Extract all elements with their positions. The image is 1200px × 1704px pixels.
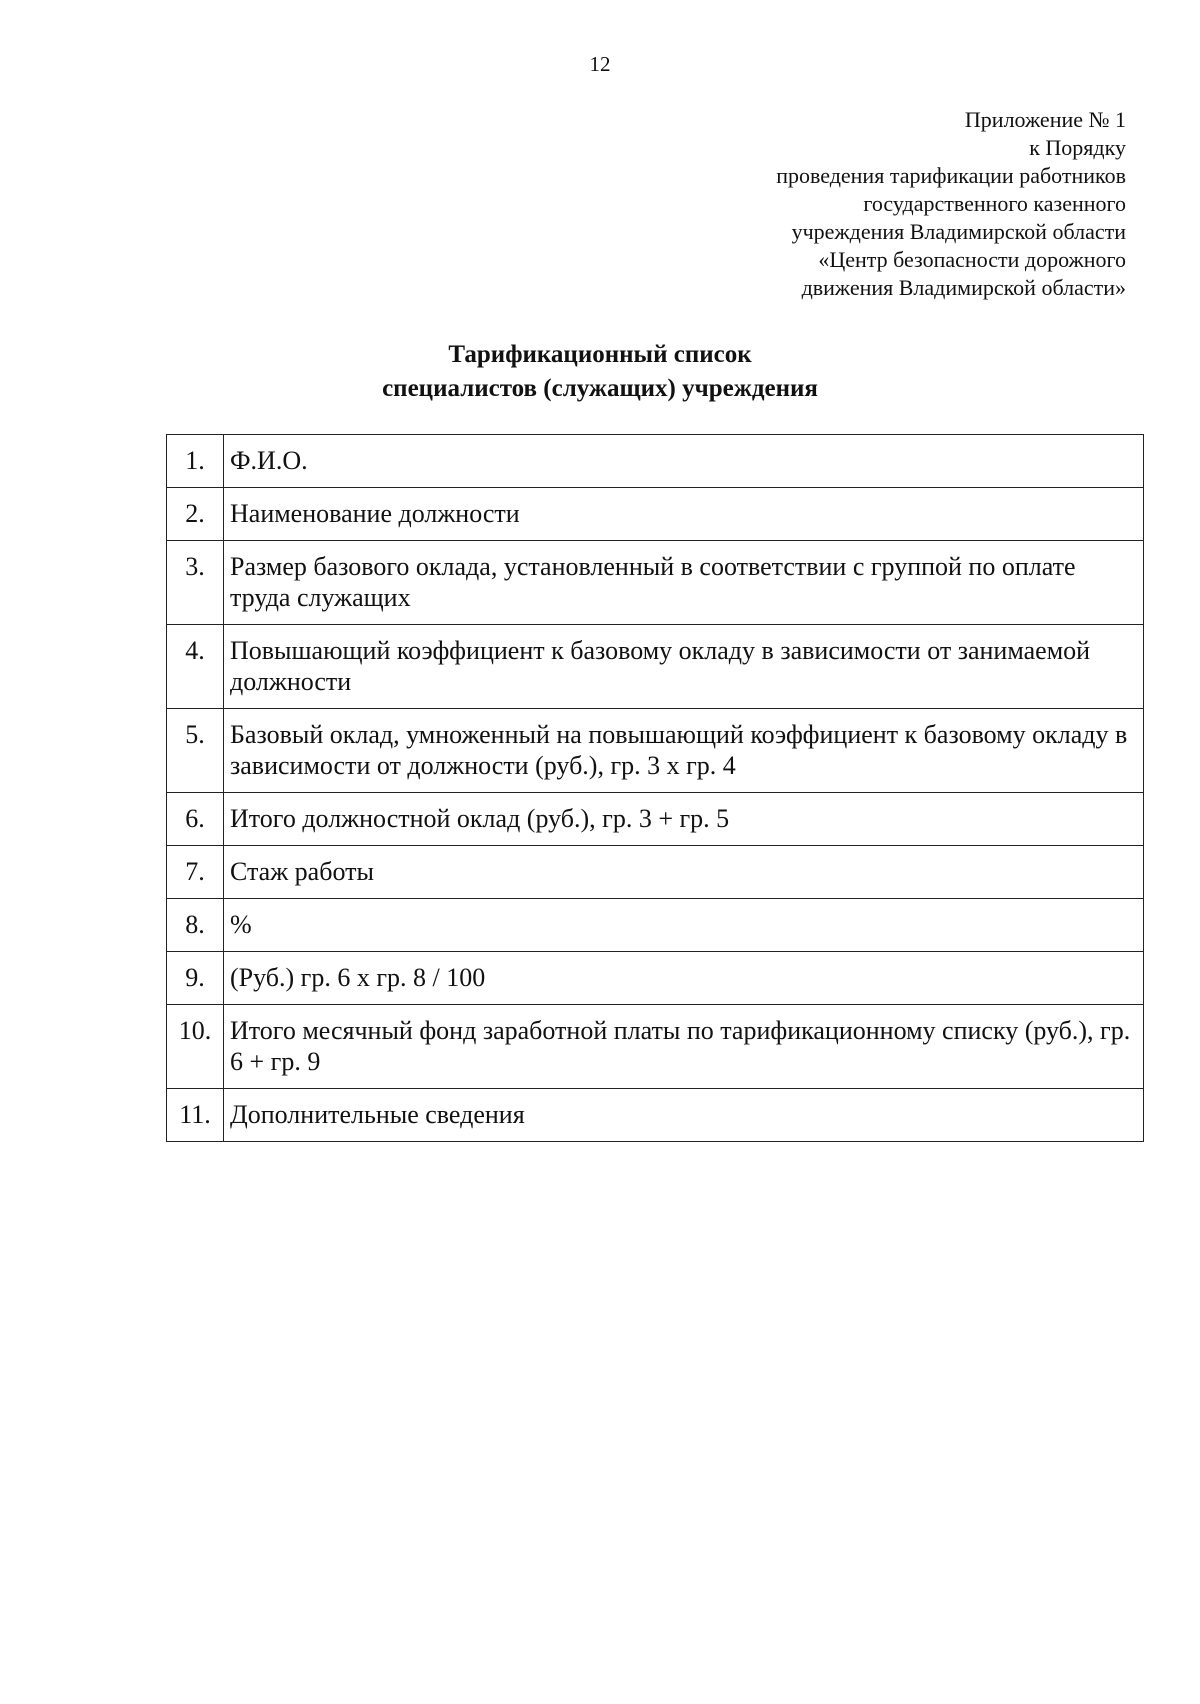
table-row — [167, 1005, 1144, 1089]
table-row — [167, 1089, 1144, 1142]
table-row — [167, 625, 1144, 709]
table-row — [167, 846, 1144, 899]
row-number: 1. — [167, 435, 224, 488]
document-title — [0, 338, 1200, 406]
document-title-line-2: специалистов (служащих) учреждения — [382, 375, 818, 402]
row-text: Наименование должности — [224, 488, 1144, 541]
appendix-line: государственного казенного — [863, 191, 1126, 216]
appendix-line: учреждения Владимирской области — [791, 219, 1126, 244]
row-number: 5. — [167, 709, 224, 793]
row-text: Базовый оклад, умноженный на повышающий коэффициент к базовому окладу в зависимости от должности (руб.), гр. 3 х гр. 4 — [224, 709, 1144, 793]
row-number: 4. — [167, 625, 224, 709]
appendix-line: проведения тарификации работников — [776, 163, 1126, 188]
appendix-line: «Центр безопасности дорожного — [818, 247, 1126, 272]
row-text: Ф.И.О. — [224, 435, 1144, 488]
row-number: 2. — [167, 488, 224, 541]
appendix-reference — [526, 106, 1126, 302]
table-row — [167, 793, 1144, 846]
row-text: Повышающий коэффициент к базовому окладу в зависимости от занимаемой должности — [224, 625, 1144, 709]
row-text: (Руб.) гр. 6 х гр. 8 / 100 — [224, 952, 1144, 1005]
row-number: 10. — [167, 1005, 224, 1089]
table-row — [167, 541, 1144, 625]
row-number: 7. — [167, 846, 224, 899]
row-number: 9. — [167, 952, 224, 1005]
row-number: 11. — [167, 1089, 224, 1142]
row-text: % — [224, 899, 1144, 952]
row-text: Размер базового оклада, установленный в соответствии с группой по оплате труда служащих — [224, 541, 1144, 625]
page-number: 12 — [589, 52, 611, 76]
table-row — [167, 952, 1144, 1005]
row-number: 6. — [167, 793, 224, 846]
table-row — [167, 899, 1144, 952]
document-title-line-1: Тарификационный список — [448, 341, 752, 368]
table-row — [167, 488, 1144, 541]
appendix-line: к Порядку — [1029, 135, 1126, 160]
table-row — [167, 435, 1144, 488]
row-text: Дополнительные сведения — [224, 1089, 1144, 1142]
appendix-line: движения Владимирской области» — [801, 275, 1126, 300]
row-number: 3. — [167, 541, 224, 625]
row-number: 8. — [167, 899, 224, 952]
table-row — [167, 709, 1144, 793]
row-text: Итого месячный фонд заработной платы по тарификационному списку (руб.), гр. 6 + гр. 9 — [224, 1005, 1144, 1089]
row-text: Итого должностной оклад (руб.), гр. 3 + гр. 5 — [224, 793, 1144, 846]
appendix-line: Приложение № 1 — [964, 107, 1126, 132]
tariff-list-table — [166, 434, 1144, 1142]
row-text: Стаж работы — [224, 846, 1144, 899]
